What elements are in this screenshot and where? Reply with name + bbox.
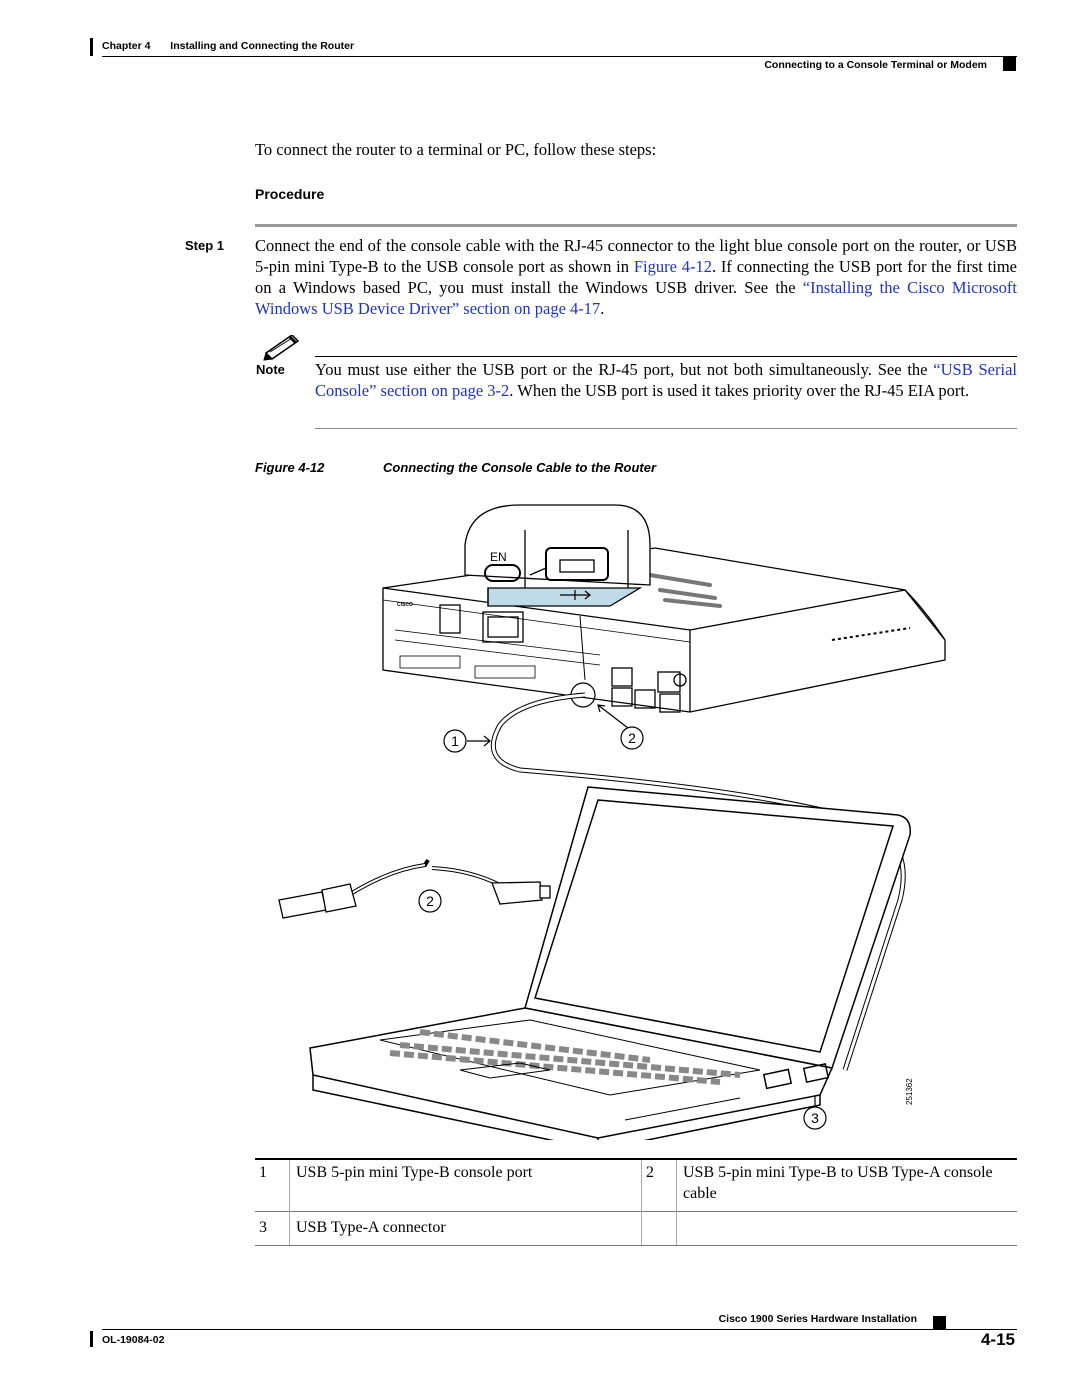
- footer-book-title: Cisco 1900 Series Hardware Installation: [718, 1313, 917, 1325]
- callout-2-cable: 2: [426, 893, 434, 909]
- note-bottom-rule: [315, 428, 1017, 429]
- console-cable-illustration: [270, 500, 950, 1140]
- legend-number-2: 2: [642, 1159, 677, 1212]
- footer-black-marker: [933, 1316, 946, 1330]
- footer-rule: [102, 1329, 1017, 1330]
- step-text-part1: Connect the end of the console cable with the RJ-45 connector to the light blue console port on the router, or USB 5-pin mini Type-B to the USB console port as shown in: [255, 236, 1017, 276]
- cisco-logo: CISCO: [397, 602, 413, 608]
- note-label: Note: [256, 362, 285, 377]
- legend-text-2: USB 5-pin mini Type-B to USB Type-A console cable: [677, 1159, 1018, 1212]
- procedure-heading: Procedure: [255, 186, 325, 202]
- legend-number-1: 1: [255, 1159, 290, 1212]
- step-text-part3: .: [600, 299, 605, 318]
- legend-empty-text: [677, 1212, 1018, 1246]
- note-text: [315, 359, 1017, 401]
- usb-driver-section-link[interactable]: “Installing the Cisco Microsoft Windows USB Device Driver” section on page 4-17: [255, 278, 1017, 318]
- note-pencil-icon: [262, 335, 302, 361]
- step-label: Step 1: [185, 238, 225, 253]
- legend-text-3: USB Type-A connector: [290, 1212, 642, 1246]
- figure-legend-table: [255, 1158, 1017, 1246]
- callout-3: 3: [811, 1110, 819, 1126]
- legend-row: [255, 1159, 1017, 1212]
- note-text-part1: You must use either the USB port or the RJ-45 port, but not both simultaneously. See the: [315, 360, 934, 379]
- usb-serial-console-link[interactable]: “USB Serial Console” section on page 3-2: [315, 360, 1017, 400]
- legend-text-1: USB 5-pin mini Type-B console port: [290, 1159, 642, 1212]
- step-text-part2: . If connecting the USB port for the first time on a Windows based PC, you must install the Windows USB driver. See the: [255, 257, 1018, 297]
- note-text-part2: . When the USB port is used it takes priority over the RJ-45 EIA port.: [509, 381, 970, 400]
- header-section-title: Connecting to a Console Terminal or Modem: [764, 59, 987, 71]
- legend-row: [255, 1212, 1017, 1246]
- loose-usb-cable: [279, 860, 550, 918]
- step-text: [255, 235, 1017, 319]
- chapter-title: Installing and Connecting the Router: [170, 40, 355, 52]
- header-black-marker: [1003, 57, 1016, 71]
- header-chapter: [102, 40, 354, 52]
- chapter-number: Chapter 4: [102, 40, 151, 52]
- footer-doc-id: OL-19084-02: [102, 1334, 165, 1346]
- figure-link[interactable]: Figure 4-12: [633, 257, 712, 276]
- note-top-rule: [315, 356, 1017, 357]
- header-margin-bar: [90, 38, 93, 56]
- legend-number-3: 3: [255, 1212, 290, 1246]
- figure-label: Figure 4-12: [255, 460, 325, 475]
- art-number: 251362: [905, 1078, 914, 1105]
- legend-empty-number: [642, 1212, 677, 1246]
- callout-1: 2: [628, 730, 636, 746]
- page-number: 4-15: [980, 1330, 1015, 1349]
- footer-margin-bar: [90, 1331, 93, 1347]
- figure-caption: [255, 460, 656, 475]
- header-rule: [102, 56, 1017, 57]
- callout-2-top: 1: [451, 733, 459, 749]
- intro-paragraph: To connect the router to a terminal or PC, follow these steps:: [255, 140, 657, 159]
- laptop-drawing: [310, 787, 910, 1140]
- en-led-label: EN: [490, 550, 507, 564]
- figure-title: Connecting the Console Cable to the Router: [383, 460, 657, 475]
- procedure-rule: [255, 224, 1017, 227]
